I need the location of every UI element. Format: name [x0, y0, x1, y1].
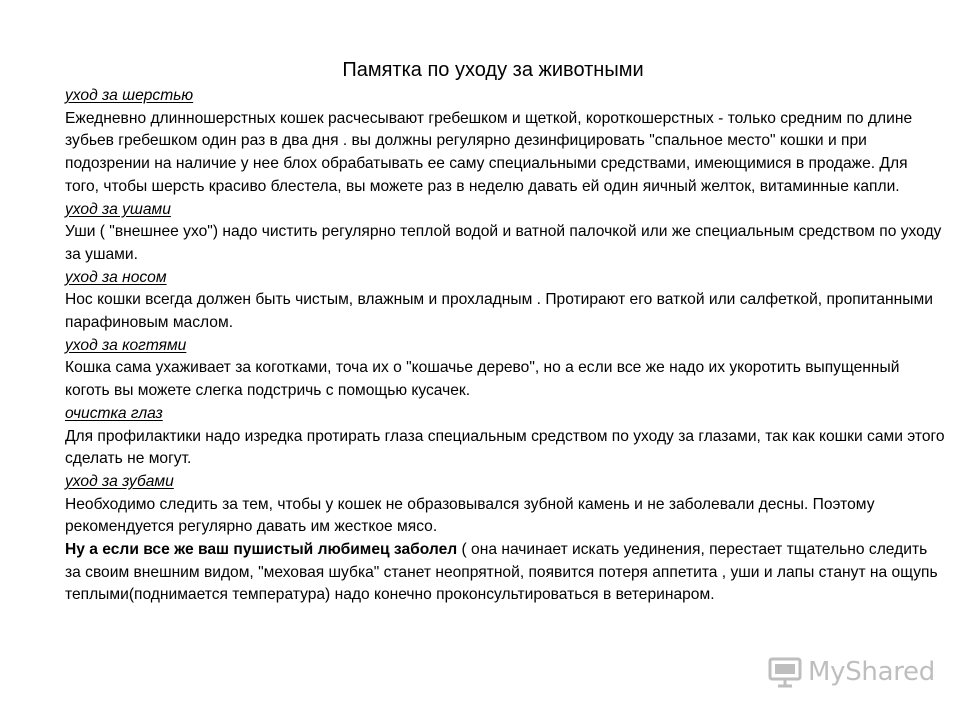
section-heading-nose: уход за носом	[65, 268, 167, 286]
section-body-teeth: Необходимо следить за тем, чтобы у кошек не образовывался зубной камень и не заболевали десны. Поэтому рекомендуется регулярно давать им жесткое мясо.	[65, 495, 875, 536]
section-heading-fur: уход за шерстью	[65, 87, 194, 104]
closing-text: ( она начинает искать уединения, перестает тщательно следить за своим внешним видом, "меховая шубка" станет неопрятной, появится потеря аппетита , уши и лапы станут на ощупь теплыми(поднимается температура) надо конечно проконсультироваться в ветеринаром.	[65, 541, 938, 604]
presentation-screen-icon	[768, 655, 802, 689]
section-heading-eyes: очистка глаз	[65, 404, 163, 422]
section-heading-teeth: уход за зубами	[65, 472, 174, 490]
watermark-text: MyShared	[808, 657, 935, 687]
document-body	[65, 85, 945, 607]
section-body-ears: Уши ( "внешнее ухо") надо чистить регулярно теплой водой и ватной палочкой или же специальным средством по уходу за ушами.	[65, 223, 942, 263]
closing-bold-text: Ну а если все же ваш пушистый любимец заболел	[65, 541, 458, 559]
page-title: Памятка по уходу за животными	[342, 59, 644, 81]
section-body-claws: Кошка сама ухаживает за коготками, точа их о "кошачье дерево", но а если все же надо их укоротить выпущенный коготь вы можете слегка подстричь с помощью кусачек.	[65, 359, 900, 400]
closing-paragraph	[65, 539, 945, 607]
section-heading-ears: уход за ушами	[65, 200, 171, 218]
section-body-fur: Ежедневно длинношерстных кошек расчесывают гребешком и щеткой, короткошерстных - только средним по длине зубьев гребешком один раз в два дня . вы должны регулярно дезинфицировать "спальное место" кошки и при подозрении на наличие у нее блох обрабатывать ее саму специальными средствами, имеющимися в продаже. Для того, чтобы шерсть красиво блестела, вы можете раз в неделю давать ей один яичный желток, витаминные капли.	[65, 109, 913, 195]
section-body-eyes: Для профилактики надо изредка протирать глаза специальным средством по уходу за глазами, так как кошки сами этого сделать не могут.	[65, 427, 945, 468]
section-body-nose: Нос кошки всегда должен быть чистым, влажным и прохладным . Протирают его ваткой или салфеткой, пропитанными парафиновым маслом.	[65, 291, 933, 332]
section-heading-claws: уход за когтями	[65, 336, 187, 354]
watermark	[768, 652, 935, 692]
